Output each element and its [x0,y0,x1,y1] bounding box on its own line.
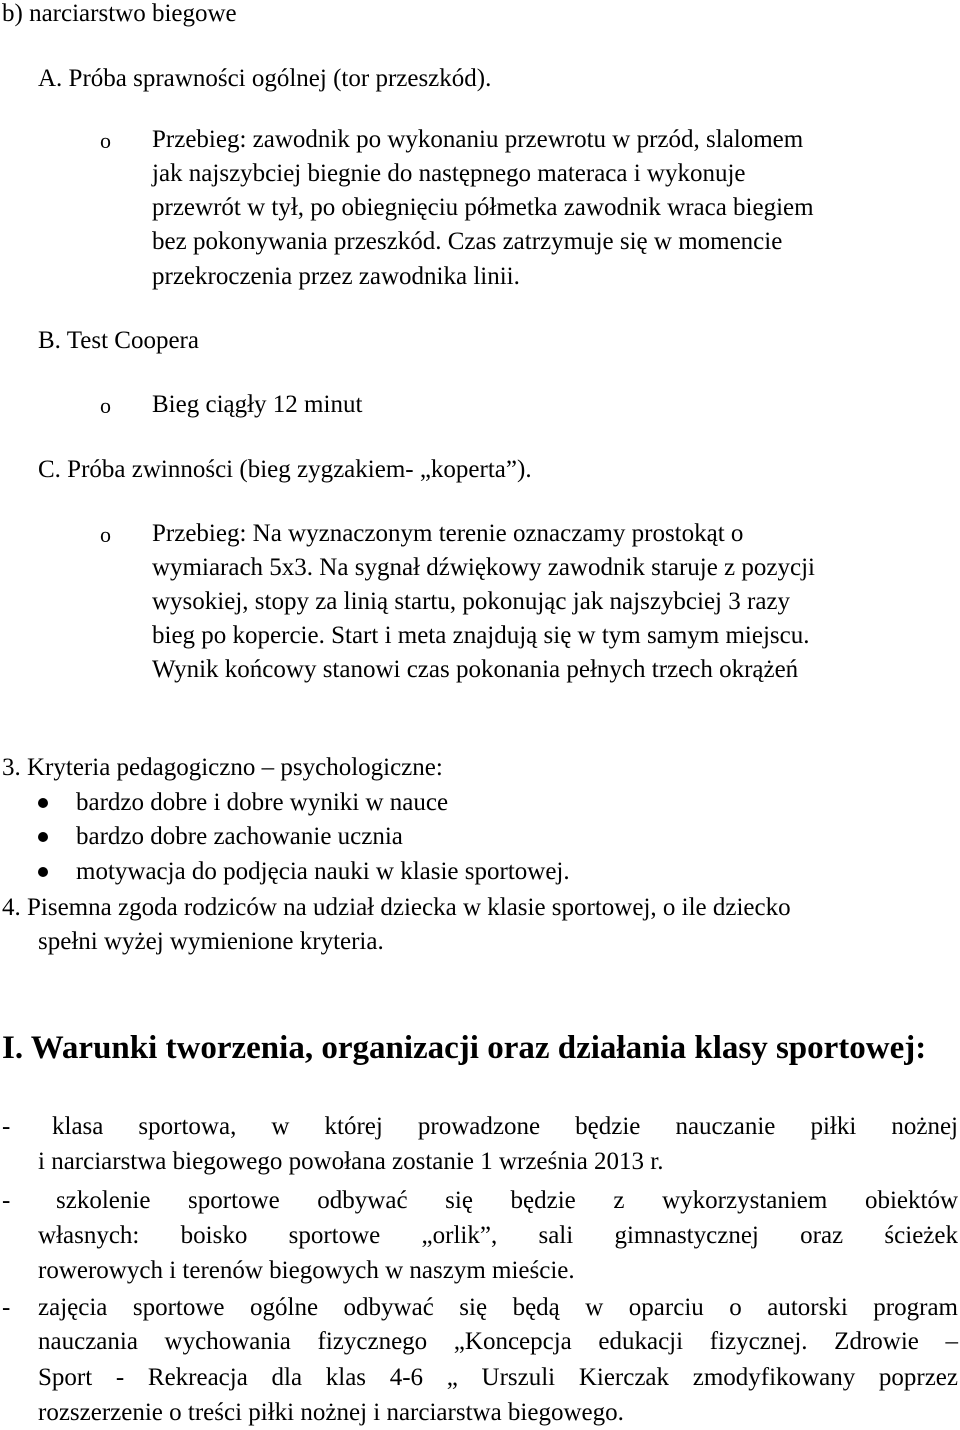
bullet-dot-icon [38,832,48,842]
section-i-item-3-line-3: Sport - Rekreacja dla klas 4-6 „ Urszuli Kierczak zmodyfikowany poprzez [38,1364,958,1391]
section-b-line-1: Bieg ciągły 12 minut [152,391,363,418]
section-a-title: A. Próba sprawności ogólnej (tor przeszkód). [38,65,492,92]
section-a-line-3: przewrót w tył, po obiegnięciu półmetka zawodnik wraca biegiem [152,194,814,221]
circle-bullet-icon: o [100,522,111,547]
section-heading-b: b) narciarstwo biegowe [2,0,237,27]
circle-bullet-icon: o [100,128,111,153]
section-a-line-2: jak najszybciej biegnie do następnego materaca i wykonuje [152,160,746,187]
section-i-item-3-line-2: nauczania wychowania fizycznego „Koncepcja edukacji fizycznej. Zdrowie – [38,1328,958,1355]
section-c-title: C. Próba zwinności (bieg zygzakiem- „koperta”). [38,456,532,483]
section-i-item-2-line-1: szkolenie sportowe odbywać się będzie z wykorzystaniem obiektów [56,1187,958,1214]
dash-bullet-icon: - [2,1294,11,1321]
section-c-line-1: Przebieg: Na wyznaczonym terenie oznaczamy prostokąt o [152,520,744,547]
section-i-item-1-line-2: i narciarstwa biegowego powołana zostanie 1 września 2013 r. [38,1148,664,1175]
consent-line-2: spełni wyżej wymienione kryteria. [38,928,384,955]
section-i-title: I. Warunki tworzenia, organizacji oraz działania klasy sportowej: [2,1030,927,1066]
dash-bullet-icon: - [2,1113,11,1140]
section-i-item-3-line-4: rozszerzenie o treści piłki nożnej i narciarstwa biegowego. [38,1399,624,1426]
criteria-item-3: motywacja do podjęcia nauki w klasie sportowej. [76,858,570,885]
dash-bullet-icon: - [2,1187,11,1214]
criteria-item-1: bardzo dobre i dobre wyniki w nauce [76,789,449,816]
section-a-line-5: przekroczenia przez zawodnika linii. [152,263,520,290]
section-c-line-5: Wynik końcowy stanowi czas pokonania pełnych trzech okrążeń [152,656,799,683]
section-c-line-2: wymiarach 5x3. Na sygnał dźwiękowy zawodnik staruje z pozycji [152,554,815,581]
criteria-item-2: bardzo dobre zachowanie ucznia [76,823,403,850]
circle-bullet-icon: o [100,393,111,418]
section-a-line-1: Przebieg: zawodnik po wykonaniu przewrotu w przód, slalomem [152,126,804,153]
section-c-line-4: bieg po kopercie. Start i meta znajdują się w tym samym miejscu. [152,622,810,649]
section-i-item-2-line-2: własnych: boisko sportowe „orlik”, sali gimnastycznej oraz ścieżek [38,1222,958,1249]
consent-line-1: 4. Pisemna zgoda rodziców na udział dziecka w klasie sportowej, o ile dziecko [2,894,791,921]
section-i-item-2-line-3: rowerowych i terenów biegowych w naszym mieście. [38,1257,575,1284]
bullet-dot-icon [38,867,48,877]
criteria-title: 3. Kryteria pedagogiczno – psychologiczne: [2,754,443,781]
bullet-dot-icon [38,798,48,808]
section-i-item-1-line-1: klasa sportowa, w której prowadzone będzie nauczanie piłki nożnej [52,1113,958,1140]
section-a-line-4: bez pokonywania przeszkód. Czas zatrzymuje się w momencie [152,228,783,255]
section-c-line-3: wysokiej, stopy za linią startu, pokonując jak najszybciej 3 razy [152,588,791,615]
section-b-title: B. Test Coopera [38,327,199,354]
section-i-item-3-line-1: zajęcia sportowe ogólne odbywać się będą w oparciu o autorski program [38,1294,958,1321]
